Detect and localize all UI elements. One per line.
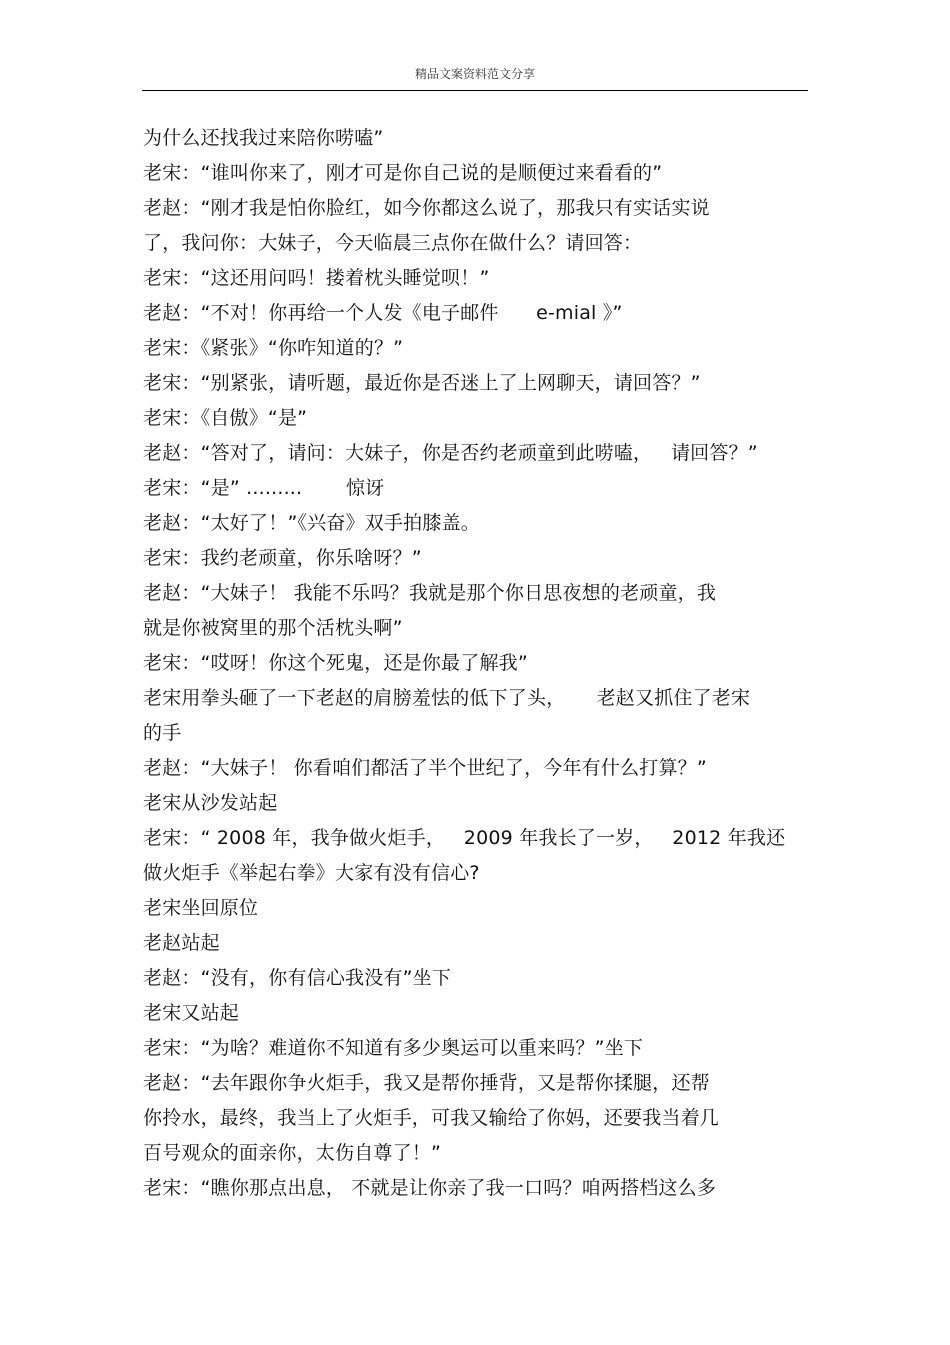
text-line: 老宋坐回原位 [143, 897, 259, 919]
text-line: 老宋：“ 2008 年，我争做火炬手， 2009 年我长了一岁， 2012 年我还 [143, 827, 786, 849]
text-line: 就是你被窝里的那个活枕头啊” [143, 617, 403, 639]
text-line: 老宋：“是” ......... 惊讶 [143, 477, 385, 499]
text-line: 老赵：“太好了！”《兴奋》双手拍膝盖。 [143, 512, 480, 534]
page-header: 精品文案资料范文分享 [414, 67, 535, 81]
text-line: 老宋：“瞧你那点出息， 不就是让你亲了我一口吗？咱两搭档这么多 [143, 1177, 717, 1199]
text-line: 老赵站起 [143, 932, 220, 954]
text-line: 了，我问你：大妹子，今天临晨三点你在做什么？请回答： [143, 232, 643, 254]
text-line: 老宋：“谁叫你来了，刚才可是你自己说的是顺便过来看看的” [143, 162, 663, 184]
text-line: 老宋：“为啥？难道你不知道有多少奥运可以重来吗？”坐下 [143, 1037, 644, 1059]
text-line: 老宋：“这还用问吗！搂着枕头睡觉呗！” [143, 267, 490, 289]
text-line: 老宋：《自傲》“是” [143, 407, 308, 429]
text-line: 为什么还找我过来陪你唠嗑” [143, 127, 384, 149]
text-line: 老宋用拳头砸了一下老赵的肩膀羞怯的低下了头， 老赵又抓住了老宋 [143, 687, 751, 709]
text-line: 做火炬手《举起右拳》大家有没有信心? [143, 862, 480, 884]
text-line: 老赵：“答对了，请问：大妹子，你是否约老顽童到此唠嗑， 请回答？” [143, 442, 758, 464]
text-line: 老宋：我约老顽童，你乐啥呀？” [143, 547, 422, 569]
text-line: 老赵：“刚才我是怕你脸红，如今你都这么说了，那我只有实话实说 [143, 197, 710, 219]
text-line: 的手 [143, 722, 182, 744]
text-line: 老赵：“不对！你再给一个人发《电子邮件 e-mial 》” [143, 302, 623, 324]
text-line: 老宋又站起 [143, 1002, 240, 1024]
text-line: 老宋：“别紧张，请听题，最近你是否迷上了上网聊天，请回答？” [143, 372, 701, 394]
text-line: 百号观众的面亲你，太伤自尊了！” [143, 1142, 442, 1164]
script-body [143, 121, 815, 1206]
text-line: 老宋：“哎呀！你这个死鬼，还是你最了解我” [143, 652, 528, 674]
text-line: 老赵：“大妹子！ 你看咱们都活了半个世纪了，今年有什么打算？” [143, 757, 707, 779]
header-divider [142, 90, 808, 91]
text-line: 老宋：《紧张》“你咋知道的？” [143, 337, 404, 359]
text-line: 老宋从沙发站起 [143, 792, 278, 814]
text-line: 老赵：“大妹子！ 我能不乐吗？我就是那个你日思夜想的老顽童，我 [143, 582, 717, 604]
text-line: 你拎水，最终，我当上了火炬手，可我又输给了你妈，还要我当着几 [143, 1107, 720, 1129]
text-line: 老赵：“没有，你有信心我没有”坐下 [143, 967, 452, 989]
text-line: 老赵：“去年跟你争火炬手，我又是帮你捶背，又是帮你揉腿，还帮 [143, 1072, 710, 1094]
